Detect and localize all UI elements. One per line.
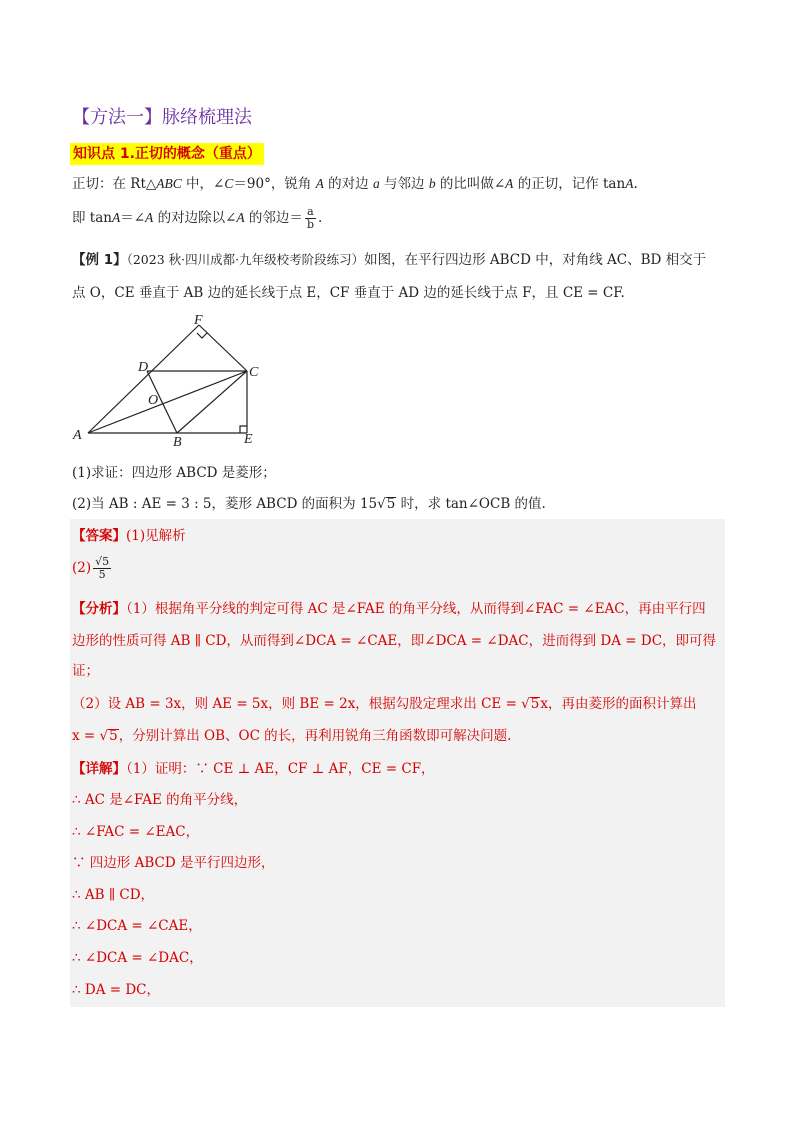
fraction-a-over-b: $\frac{a}{b}$ [306, 205, 314, 231]
knowledge-point-badge: 知识点 1.正切的概念（重点） [70, 143, 264, 165]
detail-line-1: 【详解】（1）证明：∵ CE ⊥ AE，CF ⊥ AF，CE = CF， [72, 761, 435, 777]
segment-CF [199, 325, 247, 371]
fraction-sqrt5-over-5: $\frac{√5}{5}$ [95, 555, 110, 581]
analysis-line-2: 边形的性质可得 AB ∥ CD，从而得到∠DCA = ∠CAE，即∠DCA = ∠DAC，进而得到 DA = DC，即可得 [72, 633, 717, 649]
label-O: O [148, 393, 159, 408]
answer-line-2: (2) $\frac{√5}{5}$ [72, 555, 110, 581]
definition-line-1: 正切：在 Rt△ABC 中，∠C＝90°，锐角 A 的对边 a 与邻边 b 的比叫做∠A 的正切，记作 tanA. [72, 176, 638, 192]
section-title: 【方法一】脉络梳理法 [72, 107, 252, 128]
label-D: D [138, 360, 149, 375]
segment-BC [177, 371, 247, 433]
detail-line-6: ∴ ∠DCA = ∠CAE， [72, 918, 202, 934]
detail-line-3: ∴ ∠FAC = ∠EAC， [72, 824, 200, 840]
diagonal-AC [88, 371, 247, 433]
question-1: (1)求证：四边形 ABCD 是菱形； [72, 465, 276, 481]
analysis-line-3: 证； [72, 663, 99, 679]
example-line-2: 点 O，CE 垂直于 AB 边的延长线于点 E，CF 垂直于 AD 边的延长线于点 F，且 CE = CF. [72, 285, 625, 301]
detail-line-8: ∴ DA = DC， [72, 982, 161, 998]
answer-line-1: 【答案】(1)见解析 [72, 528, 186, 544]
analysis-line-5: x = √5，分别计算出 OB、OC 的长，再利用锐角三角函数即可解决问题. [72, 728, 512, 744]
parallelogram-figure [72, 312, 272, 452]
question-2: (2)当 AB : AE = 3 : 5，菱形 ABCD 的面积为 15√5 时，求 tan∠OCB 的值. [72, 496, 546, 512]
detail-line-5: ∴ AB ∥ CD， [72, 887, 155, 903]
right-angle-mark-F [197, 333, 207, 338]
label-A: A [73, 428, 82, 443]
analysis-line-4: （2）设 AB = 3x，则 AE = 5x，则 BE = 2x，根据勾股定理求出 CE = √5x，再由菱形的面积计算出 [72, 696, 697, 712]
detail-line-2: ∴ AC 是∠FAE 的角平分线， [72, 792, 248, 808]
label-B: B [173, 435, 182, 450]
definition-line-2: 即 tanA＝∠A 的对边除以∠A 的邻边＝ $\frac{a}{b}$ . [72, 205, 323, 231]
label-C: C [249, 365, 259, 380]
analysis-line-1: 【分析】（1）根据角平分线的判定可得 AC 是∠FAE 的角平分线，从而得到∠FAC = ∠EAC，再由平行四 [72, 601, 706, 617]
example-line-1: 【例 1】（2023 秋·四川成都·九年级校考阶段练习）如图，在平行四边形 ABCD 中，对角线 AC、BD 相交于 [72, 252, 707, 268]
segment-AF [88, 325, 199, 433]
label-F: F [194, 313, 203, 328]
label-E: E [244, 432, 253, 447]
detail-line-4: ∵ 四边形 ABCD 是平行四边形， [72, 855, 275, 871]
detail-line-7: ∴ ∠DCA = ∠DAC， [72, 950, 203, 966]
